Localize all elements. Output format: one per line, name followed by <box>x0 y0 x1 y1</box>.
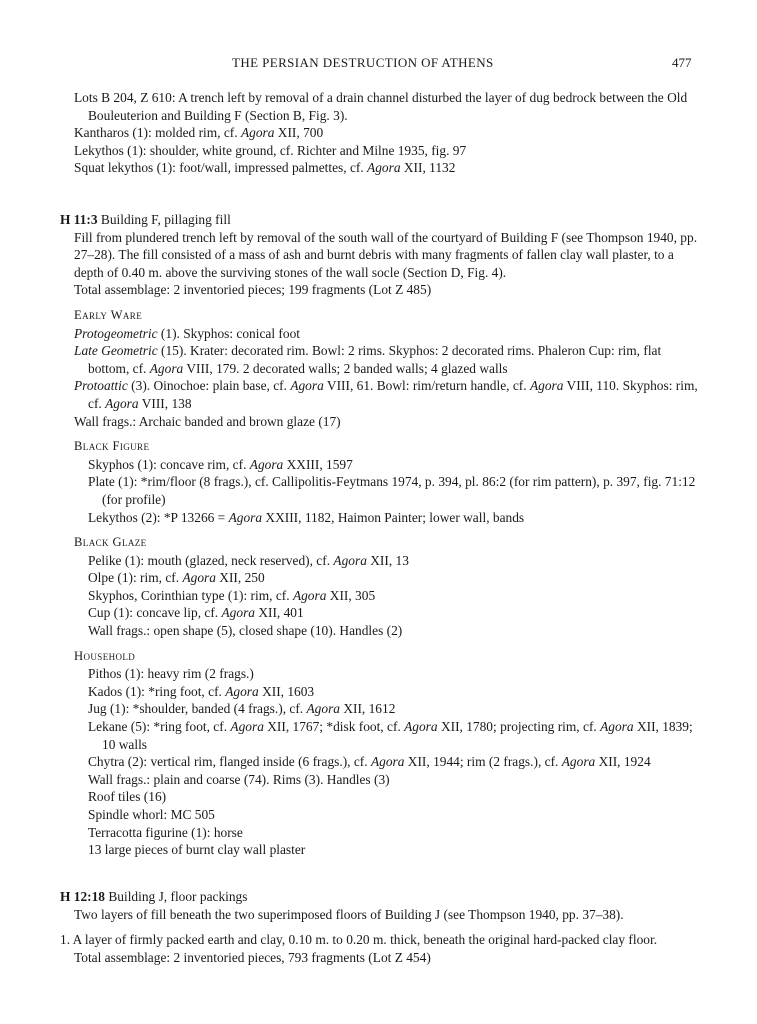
lots-b204-description: Lots B 204, Z 610: A trench left by removal of a drain channel disturbed the layer of dug bedrock between the Old Bouleuterion and Building F (Section B, Fig. 3). <box>74 90 688 123</box>
protogeometric-entry: Protogeometric (1). Skyphos: conical foot <box>74 325 301 341</box>
hh-chytra-entry: Chytra (2): vertical rim, flanged inside (6 frags.), cf. Agora XII, 1944; rim (2 frags.), cf. Agora XII, 1924 <box>88 754 651 770</box>
squat-lekythos-entry: Squat lekythos (1): foot/wall, impressed palmettes, cf. Agora XII, 1132 <box>74 160 456 176</box>
bg-cup-entry: Cup (1): concave lip, cf. Agora XII, 401 <box>88 605 304 621</box>
early-wall-frags: Wall frags.: Archaic banded and brown glaze (17) <box>74 413 341 429</box>
hh-figurine: Terracotta figurine (1): horse <box>88 824 243 840</box>
h11-3-total: Total assemblage: 2 inventoried pieces; 199 fragments (Lot Z 485) <box>74 282 432 298</box>
hh-lekane-entry: Lekane (5): *ring foot, cf. Agora XII, 1767; *disk foot, cf. Agora XII, 1780; projecting rim, cf. Agora XII, 1839; 10 walls <box>88 719 693 752</box>
h12-18-item-1: 1. A layer of firmly packed earth and clay, 0.10 m. to 0.20 m. thick, beneath the original hard-packed clay floor. <box>60 932 658 948</box>
bg-wall-frags: Wall frags.: open shape (5), closed shape (10). Handles (2) <box>88 623 403 639</box>
bg-olpe-entry: Olpe (1): rim, cf. Agora XII, 250 <box>88 570 265 586</box>
bf-skyphos-entry: Skyphos (1): concave rim, cf. Agora XXIII, 1597 <box>88 456 353 472</box>
h12-18-total: Total assemblage: 2 inventoried pieces, 793 fragments (Lot Z 454) <box>74 949 431 965</box>
hh-wall-plaster: 13 large pieces of burnt clay wall plaster <box>88 842 306 858</box>
running-title: THE PERSIAN DESTRUCTION OF ATHENS <box>232 55 494 70</box>
hh-kados-entry: Kados (1): *ring foot, cf. Agora XII, 1603 <box>88 683 315 699</box>
bf-lekythos-entry: Lekythos (2): *P 13266 = Agora XXIII, 1182, Haimon Painter; lower wall, bands <box>88 509 525 525</box>
hh-spindle-whorl: Spindle whorl: MC 505 <box>88 807 215 822</box>
page-number: 477 <box>672 55 692 70</box>
protoattic-entry: Protoattic (3). Oinochoe: plain base, cf. Agora VIII, 61. Bowl: rim/return handle, cf. Agora VIII, 110. Skyphos: rim, cf. Agora VIII, 138 <box>74 378 698 411</box>
h11-3-heading: H 11:3 Building F, pillaging fill <box>60 212 231 227</box>
lots-b204-section <box>60 89 700 177</box>
hh-roof-tiles: Roof tiles (16) <box>88 789 167 805</box>
early-ware-heading: Early Ware <box>74 307 143 322</box>
hh-pithos-entry: Pithos (1): heavy rim (2 frags.) <box>88 666 254 682</box>
h12-18-heading: H 12:18 Building J, floor packings <box>60 889 248 904</box>
h12-18-description: Two layers of fill beneath the two superimposed floors of Building J (see Thompson 1940, pp. 37–38). <box>74 906 624 922</box>
hh-wall-frags: Wall frags.: plain and coarse (74). Rims (3). Handles (3) <box>88 771 390 787</box>
bg-skyphos-entry: Skyphos, Corinthian type (1): rim, cf. Agora XII, 305 <box>88 587 376 603</box>
lekythos-entry: Lekythos (1): shoulder, white ground, cf. Richter and Milne 1935, fig. 97 <box>74 142 467 158</box>
bf-plate-entry: Plate (1): *rim/floor (8 frags.), cf. Callipolitis-Feytmans 1974, p. 394, pl. 86:2 (for rim pattern), p. 397, fig. 71:12 (for profile) <box>88 474 696 507</box>
bg-pelike-entry: Pelike (1): mouth (glazed, neck reserved), cf. Agora XII, 13 <box>88 552 409 568</box>
hh-jug-entry: Jug (1): *shoulder, banded (4 frags.), cf. Agora XII, 1612 <box>88 701 396 717</box>
black-figure-heading: Black Figure <box>74 439 150 454</box>
late-geometric-entry: Late Geometric (15). Krater: decorated rim. Bowl: 2 rims. Skyphos: 2 decorated rims. Phaleron Cup: rim, flat bottom, cf. Agora VIII, 179. 2 decorated walls; 2 banded walls; 4 glazed walls <box>74 343 662 376</box>
black-glaze-heading: Black Glaze <box>74 535 147 550</box>
kantharos-entry: Kantharos (1): molded rim, cf. Agora XII, 700 <box>74 125 324 141</box>
h11-3-description: Fill from plundered trench left by removal of the south wall of the courtyard of Building F (see Thompson 1940, pp. 27–28). The fill consisted of a mass of ash and burnt debris with many fragments of fallen clay wall plaster, to a depth of 0.40 m. above the surviving stones of the wall socle (Section D, Fig. 4). <box>74 229 698 280</box>
household-heading: Household <box>74 648 136 663</box>
h11-3-section <box>60 211 700 859</box>
h12-18-section <box>60 888 700 966</box>
